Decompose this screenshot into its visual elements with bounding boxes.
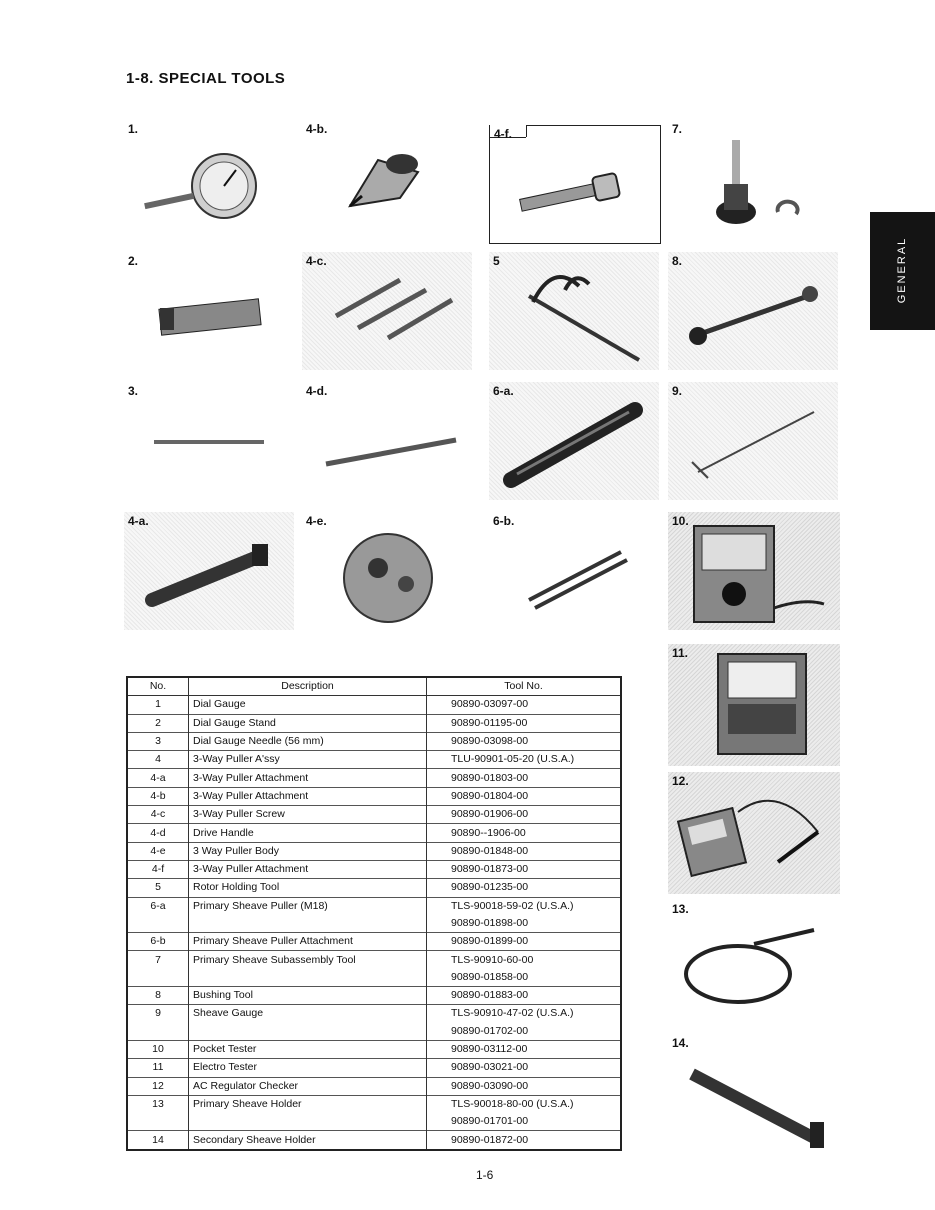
- section-title: 1-8. SPECIAL TOOLS: [126, 70, 286, 87]
- table-row: [127, 951, 621, 969]
- cell-tool-no: 90890-01872-00: [427, 1131, 622, 1150]
- table-header-row: [127, 677, 621, 696]
- cone-adapter-icon: [302, 120, 472, 238]
- table-row: [127, 732, 621, 750]
- cell-tool-no: TLU-90901-05-20 (U.S.A.): [427, 751, 622, 769]
- cell-tool-no: 90890-01235-00: [427, 879, 622, 897]
- figure-label: 7.: [672, 122, 683, 136]
- figure-sheave-holder: [668, 900, 840, 1024]
- figure-puller-attachment: [124, 512, 294, 630]
- cell-no: 11: [127, 1059, 189, 1077]
- figure-secondary-sheave-holder: [668, 1034, 840, 1158]
- cell-description: Drive Handle: [189, 824, 427, 842]
- cell-description: Primary Sheave Puller (M18): [189, 897, 427, 915]
- cell-no: 4-e: [127, 842, 189, 860]
- figure-label: 4-a.: [128, 514, 149, 528]
- table-row: [127, 1040, 621, 1058]
- dial-gauge-icon: [124, 120, 294, 238]
- figure-label: 9.: [672, 384, 683, 398]
- needle-icon: [124, 382, 294, 500]
- cell-description: 3-Way Puller Attachment: [189, 787, 427, 805]
- subassembly-tool-icon: [668, 120, 838, 238]
- puller-body-icon: [302, 512, 472, 630]
- cell-tool-no: 90890-03090-00: [427, 1077, 622, 1095]
- cell-description: Secondary Sheave Holder: [189, 1131, 427, 1150]
- figure-cone-adapter: [302, 120, 472, 238]
- cell-no: 9: [127, 1005, 189, 1023]
- electro-tester-icon: [668, 644, 840, 766]
- cell-no: 4-d: [127, 824, 189, 842]
- cell-no: [127, 1023, 189, 1041]
- table-row: [127, 1077, 621, 1095]
- column-header-tool-no: Tool No.: [427, 677, 622, 696]
- puller-attachment-rods-icon: [489, 512, 659, 630]
- figure-label: 3.: [128, 384, 139, 398]
- table-row: [127, 824, 621, 842]
- figure-label: 14.: [672, 1036, 689, 1050]
- cell-tool-no: 90890-03097-00: [427, 696, 622, 714]
- figure-label: 10.: [672, 514, 689, 528]
- cell-tool-no: 90890-03098-00: [427, 732, 622, 750]
- cell-tool-no: 90890-01848-00: [427, 842, 622, 860]
- cell-no: 12: [127, 1077, 189, 1095]
- table-row: [127, 860, 621, 878]
- figure-gauge-stand: [124, 252, 294, 370]
- cell-tool-no: TLS-90910-60-00: [427, 951, 622, 969]
- table-row: [127, 915, 621, 933]
- figure-label: 12.: [672, 774, 689, 788]
- figure-label: 4-f.: [494, 127, 512, 141]
- cell-tool-no: 90890-03112-00: [427, 1040, 622, 1058]
- cell-no: 3: [127, 732, 189, 750]
- column-header-description: Description: [189, 677, 427, 696]
- figure-ac-regulator-checker: [668, 772, 840, 894]
- side-tab-label: GENERAL: [896, 236, 908, 304]
- cell-no: 4-f: [127, 860, 189, 878]
- cell-description: Dial Gauge Stand: [189, 714, 427, 732]
- column-header-no: No.: [127, 677, 189, 696]
- cell-description: 3 Way Puller Body: [189, 842, 427, 860]
- cell-tool-no: 90890-01804-00: [427, 787, 622, 805]
- figure-label: 4-c.: [306, 254, 327, 268]
- cell-description: 3-Way Puller Attachment: [189, 769, 427, 787]
- table-row: [127, 897, 621, 915]
- cell-tool-no: 90890-01873-00: [427, 860, 622, 878]
- table-body: [127, 696, 621, 1150]
- cell-no: 1: [127, 696, 189, 714]
- cell-tool-no: 90890-01899-00: [427, 933, 622, 951]
- special-tools-table: [126, 676, 622, 1151]
- cell-description: Sheave Gauge: [189, 1005, 427, 1023]
- figure-needle: [124, 382, 294, 500]
- figure-sheave-puller: [489, 382, 659, 500]
- cell-description: 3-Way Puller Screw: [189, 806, 427, 824]
- figure-label: 8.: [672, 254, 683, 268]
- cell-tool-no: 90890-03021-00: [427, 1059, 622, 1077]
- cell-description: Rotor Holding Tool: [189, 879, 427, 897]
- cell-description: [189, 915, 427, 933]
- cell-tool-no: 90890-01803-00: [427, 769, 622, 787]
- cell-no: 6-b: [127, 933, 189, 951]
- figure-puller-screws: [302, 252, 472, 370]
- drive-handle-icon: [302, 382, 472, 500]
- figure-label: 13.: [672, 902, 689, 916]
- cell-no: 4-a: [127, 769, 189, 787]
- table-row: [127, 806, 621, 824]
- cell-description: [189, 969, 427, 987]
- cell-no: 2: [127, 714, 189, 732]
- ac-regulator-checker-icon: [668, 772, 840, 894]
- section-side-tab: [870, 212, 935, 330]
- pocket-tester-icon: [668, 512, 840, 630]
- puller-screws-icon: [302, 252, 472, 370]
- cell-no: 7: [127, 951, 189, 969]
- cell-tool-no: 90890-01702-00: [427, 1023, 622, 1041]
- cell-tool-no: 90890-01883-00: [427, 987, 622, 1005]
- table-row: [127, 842, 621, 860]
- table-row: [127, 879, 621, 897]
- cell-description: [189, 1113, 427, 1131]
- figure-label: 4-e.: [306, 514, 327, 528]
- cell-description: Dial Gauge Needle (56 mm): [189, 732, 427, 750]
- cell-no: [127, 1113, 189, 1131]
- table-row: [127, 1113, 621, 1131]
- figure-label: 4-d.: [306, 384, 328, 398]
- sheave-holder-icon: [668, 900, 840, 1024]
- table-row: [127, 1059, 621, 1077]
- cell-tool-no: TLS-90910-47-02 (U.S.A.): [427, 1005, 622, 1023]
- gauge-stand-icon: [124, 252, 294, 370]
- bushing-tool-icon: [668, 252, 838, 370]
- cell-no: 13: [127, 1095, 189, 1113]
- cell-tool-no: TLS-90018-59-02 (U.S.A.): [427, 897, 622, 915]
- cell-tool-no: 90890--1906-00: [427, 824, 622, 842]
- cell-tool-no: 90890-01701-00: [427, 1113, 622, 1131]
- cell-no: 14: [127, 1131, 189, 1150]
- cell-description: Primary Sheave Holder: [189, 1095, 427, 1113]
- secondary-sheave-holder-icon: [668, 1034, 840, 1158]
- table-row: [127, 969, 621, 987]
- table-row: [127, 751, 621, 769]
- figure-label: 11.: [672, 646, 689, 660]
- cell-description: 3-Way Puller Attachment: [189, 860, 427, 878]
- figure-label: 6-b.: [493, 514, 515, 528]
- cell-description: Bushing Tool: [189, 987, 427, 1005]
- figure-bushing-tool: [668, 252, 838, 370]
- cell-no: 10: [127, 1040, 189, 1058]
- sheave-gauge-icon: [668, 382, 838, 500]
- figure-puller-body: [302, 512, 472, 630]
- figure-bolt: [489, 125, 661, 244]
- rotor-holder-icon: [489, 252, 659, 370]
- cell-no: 5: [127, 879, 189, 897]
- figure-subassembly-tool: [668, 120, 838, 238]
- cell-description: 3-Way Puller A'ssy: [189, 751, 427, 769]
- cell-description: [189, 1023, 427, 1041]
- cell-description: Dial Gauge: [189, 696, 427, 714]
- cell-tool-no: 90890-01906-00: [427, 806, 622, 824]
- figure-label: 5: [493, 254, 500, 268]
- cell-no: 6-a: [127, 897, 189, 915]
- cell-tool-no: 90890-01858-00: [427, 969, 622, 987]
- table-row: [127, 1005, 621, 1023]
- cell-description: Primary Sheave Subassembly Tool: [189, 951, 427, 969]
- cell-tool-no: 90890-01195-00: [427, 714, 622, 732]
- table-row: [127, 696, 621, 714]
- figure-puller-attachment-rods: [489, 512, 659, 630]
- sheave-puller-icon: [489, 382, 659, 500]
- cell-no: [127, 915, 189, 933]
- cell-description: Primary Sheave Puller Attachment: [189, 933, 427, 951]
- cell-no: 8: [127, 987, 189, 1005]
- table-row: [127, 769, 621, 787]
- figure-label: 6-a.: [493, 384, 514, 398]
- figure-pocket-tester: [668, 512, 840, 630]
- bolt-icon: [490, 125, 660, 243]
- table-row: [127, 714, 621, 732]
- table-row: [127, 1131, 621, 1150]
- cell-no: 4: [127, 751, 189, 769]
- cell-description: Pocket Tester: [189, 1040, 427, 1058]
- figure-label: 4-b.: [306, 122, 328, 136]
- figure-dial-gauge: [124, 120, 294, 238]
- figure-label: 2.: [128, 254, 139, 268]
- figure-sheave-gauge: [668, 382, 838, 500]
- table-row: [127, 987, 621, 1005]
- figure-electro-tester: [668, 644, 840, 766]
- figure-rotor-holder: [489, 252, 659, 370]
- puller-attachment-icon: [124, 512, 294, 630]
- cell-tool-no: 90890-01898-00: [427, 915, 622, 933]
- cell-no: [127, 969, 189, 987]
- table-row: [127, 933, 621, 951]
- table-row: [127, 1095, 621, 1113]
- cell-no: 4-c: [127, 806, 189, 824]
- figure-label: 1.: [128, 122, 139, 136]
- cell-description: Electro Tester: [189, 1059, 427, 1077]
- cell-tool-no: TLS-90018-80-00 (U.S.A.): [427, 1095, 622, 1113]
- page-number: 1-6: [476, 1168, 494, 1182]
- cell-no: 4-b: [127, 787, 189, 805]
- figure-drive-handle: [302, 382, 472, 500]
- table-row: [127, 1023, 621, 1041]
- cell-description: AC Regulator Checker: [189, 1077, 427, 1095]
- table-row: [127, 787, 621, 805]
